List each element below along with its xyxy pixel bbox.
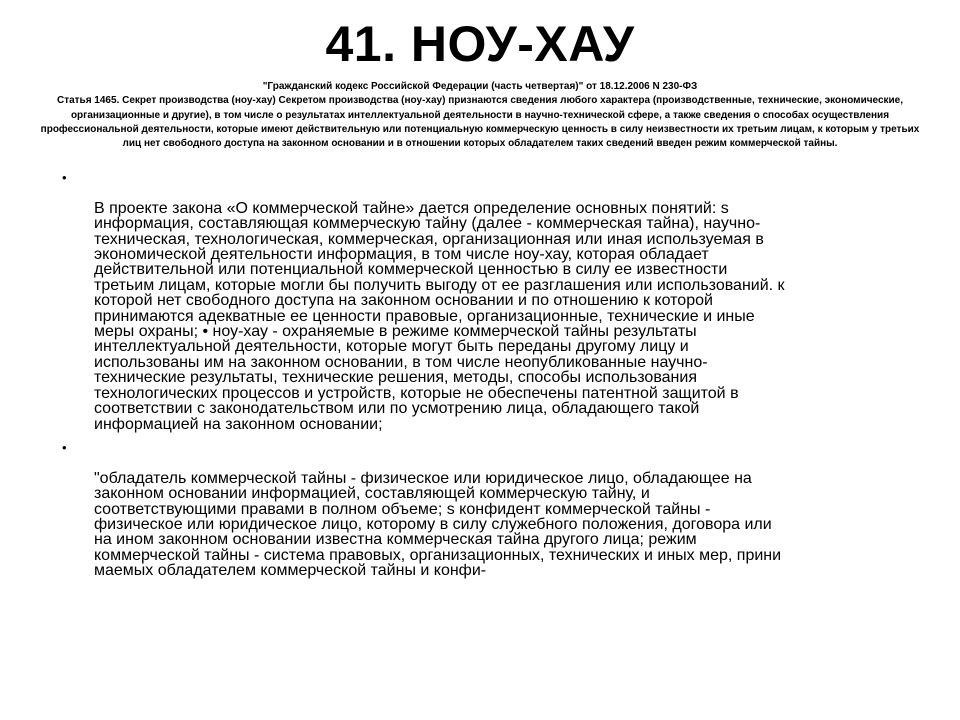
bullet-text: В проекте закона «О коммерческой тайне» дается определение основных понятий: s информация, составляющая коммерческую тайну (далее - коммерческая тайна), научно- техническая, технологическая, коммерческая, организационная или иная используемая в экономической деятельности информация, в том числе ноу-хау, которая обладает действительной или потенциальной коммерческой ценностью в силу ее известности третьим лицам, которые могли бы получить выгоду от ее разглашения или использований. к которой нет свободного доступа на законном основании и по отношению к которой принимаются адекватные ее ценности правовые, организационные, технические и иные меры охраны; • ноу-хау - охраняемые в режиме коммерческой тайны результаты интеллектуальной деятельности, которые могут быть переданы другому лицу и использованы им на законном основании, в том числе неопубликованные научно- технические результаты, технические решения, методы, способы использования технологических процессов и устройств, которые не обеспечены патентной защитой в соответствии с законодательством или по усмотрению лица, обладающего такой информацией на законном основании;	[94, 199, 785, 433]
bullet-list	[62, 170, 914, 587]
legal-article-text: Статья 1465. Секрет производства (ноу-хау) Секретом производства (ноу-хау) признаются сведения любого характера (производственные, технические, экономические, организационные и другие), в том числе о результатах интеллектуальной деятельности в научно-технической сфере, а также сведения о способах осуществления профессиональной деятельности, которые имеют действительную или потенциальную коммерческую ценность в силу неизвестности их третьим лицам, к которым у третьих лиц нет свободного доступа на законном основании и в отношении которых обладателем таких сведений введен режим коммерческой тайны.	[40, 95, 920, 150]
legal-reference	[40, 80, 920, 151]
legal-source-line: "Гражданский кодекс Российской Федерации (часть четвертая)" от 18.12.2006 N 230-ФЗ	[262, 81, 698, 92]
bullet-item-definitions	[62, 170, 914, 432]
bullet-item-owner	[62, 440, 914, 579]
bullet-marker-icon: •	[62, 170, 67, 185]
slide-title: 41. НОУ-ХАУ	[325, 16, 635, 72]
bullet-text: "обладатель коммерческой тайны - физическое или юридическое лицо, обладающее на законном основании информацией, составляющей коммерческую тайну, и соответствующими правами в полном объеме; s конфидент коммерческой тайны - физическое или юридическое лицо, которому в силу служебного положения, договора или на ином законном основании известна коммерческая тайна другого лица; режим коммерческой тайны - система правовых, организационных, технических и иных мер, прини маемых обладателем коммерческой тайны и конфи-	[94, 469, 782, 580]
bullet-marker-icon: •	[62, 439, 67, 455]
